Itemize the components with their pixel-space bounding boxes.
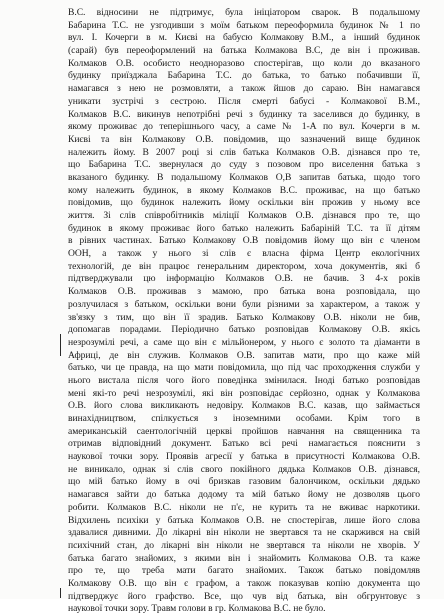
- text-line: життя. Зі слів співробітників міліції Колмаков О.В. дізнався про те, що: [68, 210, 420, 221]
- text-line: винахідництвом, спілкується з іноземними особами. Крім того в: [68, 413, 420, 424]
- text-line: (сарай) був переоформлений на батька Колмакова В.С, де він і проживав.: [68, 45, 420, 57]
- text-line: Бабарина Т.С. не узгодивши з моїм батьком переоформила будинок № 1 по: [68, 19, 420, 31]
- document-body: [68, 7, 420, 616]
- text-line: допомагав порадами. Періодично батько розповідав Колмакову О.В. якісь: [68, 324, 420, 336]
- text-line: в рівних частинах. Батько Колмакову О.В повідомив йому що він є членом: [68, 235, 420, 247]
- text-line: вказаного будинку. В подальшому Колмаков О,В запитав батька, щодо того: [68, 171, 420, 183]
- text-line: намагався зайти до батька додому та мій батько йому не дозволяв цього: [68, 489, 420, 501]
- text-line: В.С. відносини не підтримує, була ініціатором сварок. В подальшому: [68, 7, 420, 18]
- text-line: що Бабарина Т.С. звернулася до суду з позовом про виселення батька з: [68, 159, 420, 171]
- text-line: намагався з нею не розмовляти, а також йшов до сараю. Він намагався: [68, 83, 420, 95]
- text-line: американській саентологічній церкві пройшов навчання на священника та: [68, 425, 420, 437]
- text-line: технологій, де він працює генеральним директором, хоча документів, які б: [68, 260, 420, 272]
- text-line: зв'язку з тим, що він її зрадив. Батько Колмакову О.В. ніколи не бив,: [68, 311, 420, 323]
- text-line: ООН, а також у нього зі слів є власна фірма Центр екологічних: [68, 248, 420, 260]
- text-line: Колмаков О.В. особисто неодноразово спостерігав, що коли до вказаного: [68, 57, 420, 69]
- text-line: якому проживає до теперішнього часу, а саме № 1-А по вул. Кочерги в м.: [68, 121, 420, 133]
- text-line: наукової точки зору. Проявів агресії у батька в присутності Колмакова О.В.: [68, 451, 420, 463]
- text-line: належить йому. В 2007 році зі слів батька Колмаков О.В. дізнався про те,: [68, 146, 420, 158]
- text-line: незрозумілі речі, а саме що він є мільйонером, у нього є золото та діаманти в: [68, 336, 420, 348]
- text-line: Африці, де він служив. Колмаков О.В. запитав мати, про що каже мій: [68, 349, 420, 361]
- text-line: наукової точки зору. Травм голови в гр. Колмакова В.С. не було.: [68, 603, 326, 615]
- text-line: Колмаков В.С. викинув непотрібні речі з будинку та заселився до будинку, в: [68, 108, 420, 120]
- text-line: що мій батько йому в очі бризкав газовим балончиком, оскільки дядько: [68, 476, 420, 488]
- text-line: розлучилася з батьком, оскільки вони були різними за характером, а також у: [68, 298, 420, 310]
- text-line: нього вистала після чого його поведінка змінилася. Іноді батько розповідав: [68, 374, 420, 386]
- text-line: здавалися дивними. До лікарні він ніколи не звертався та не скаржився на свій: [68, 527, 420, 539]
- text-line: кому належить будинок, в якому Колмаков В.С. проживає, на що батько: [68, 184, 420, 196]
- text-line: уникати зустрічі з сестрою. Після смерті бабусі - Колмакової В.М.,: [68, 95, 420, 107]
- text-line: повідомив, що будинок належить йому оскільки він прожив у ньому все: [68, 197, 420, 209]
- text-line: Києві та він Колмакову О.В. повідомив, що зазначений вище будинок: [68, 133, 420, 145]
- text-line: вул. І. Кочерги в м. Києві на бабусю Колмакову В.М., а інший будинок: [68, 32, 420, 44]
- text-line: підтверджує його графство. Все, що чув від батька, він обгрунтовує з: [68, 590, 420, 602]
- text-line: робити. Колмаков В.С. ніколи не п'є, не курить та не вживає наркотики.: [68, 501, 420, 513]
- text-line: батька багато знайомих, з якими він і знайомить Колмакова О.В. та каже: [68, 552, 420, 564]
- text-line: отримав відповідний документ. Батько всі речі намагається пояснити з: [68, 438, 420, 450]
- text-line: Колмаков О.В. проживав з мамою, про батька вона розповідала, що: [68, 286, 420, 298]
- text-line: психічний стан, до лікарні він ніколи не звертався та ніколи не хворів. У: [68, 539, 420, 551]
- text-line: будинку приїзджала Бабарина Т.С. до батька, то батько побачивши її,: [68, 70, 420, 82]
- text-line: підтверджували цю інформацію Колмаков О.В. не бачив. З 4-х років: [68, 273, 420, 285]
- text-line: Відхилень психіки у батька Колмаков О.В. не спостерігав, лише його слова: [68, 514, 420, 526]
- text-line: мені які-то речі незрозумілі, які він розповідає серйозно, однак у Колмакова: [68, 387, 420, 399]
- margin-mark: [60, 588, 71, 598]
- text-line: батько, чи це правда, на що мати повідомила, що під час проходження служби у: [68, 362, 420, 374]
- text-line: про те, що треба мати багато знайомих. Також батько повідомляв: [68, 565, 420, 577]
- text-line: Колмакову О.В. що він є графом, а також показував копію документа що: [68, 577, 420, 589]
- margin-mark: [60, 334, 71, 356]
- text-line: будинок в якому проживає його батько належить Бабаріній Т.С. та її дітям: [68, 222, 420, 234]
- text-line: не виникало, однак зі слів свого покійного дядька Колмаков О.В. дізнався,: [68, 463, 420, 475]
- text-line: О.В. його слова викликають недовіру. Колмаков В.С. казав, що займається: [68, 400, 420, 412]
